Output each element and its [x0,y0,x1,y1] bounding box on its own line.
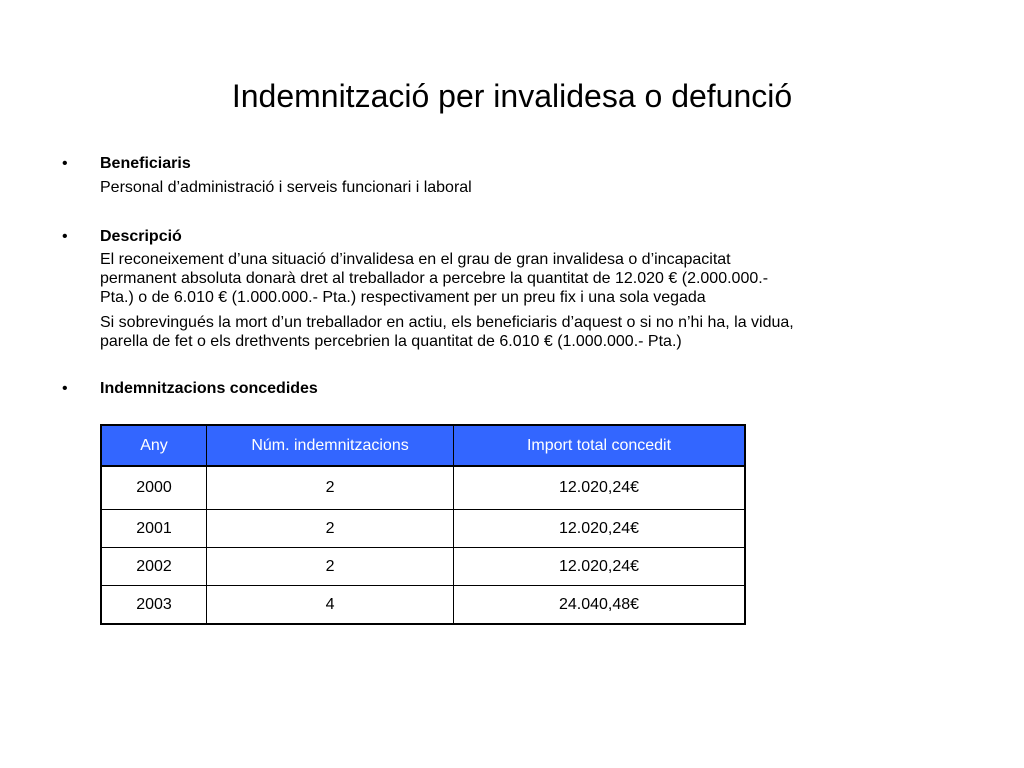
table-header-row [101,425,745,466]
cell-any: 2003 [101,586,206,625]
heading-descripcio: Descripció [100,228,182,245]
header-import-total: Import total concedit [454,425,745,466]
cell-import: 24.040,48€ [454,586,745,625]
text-beneficiaris: Personal d’administració i serveis funcionari i laboral [100,179,472,196]
page-title: Indemnització per invalidesa o defunció [231,78,793,114]
cell-any: 2001 [101,510,206,548]
table-row [101,586,745,625]
cell-num: 2 [206,466,453,510]
cell-import: 12.020,24€ [454,466,745,510]
cell-num: 2 [206,548,453,586]
cell-num: 2 [206,510,453,548]
header-num-indemnitzacions: Núm. indemnitzacions [206,425,453,466]
cell-any: 2002 [101,548,206,586]
cell-any: 2000 [136,479,172,496]
bullet-descripcio: • [62,228,68,245]
text-descripcio-2: Si sobrevingués la mort d’un treballador en actiu, els beneficiaris d’aquest o si no n’hi ha, la vidua, parella de fet o els drethvents percebrien la quantitat de 6.010 € (1.000.000.- Pta.) [100,314,794,350]
table-row [101,510,745,548]
heading-beneficiaris: Beneficiaris [100,155,191,172]
cell-import: 12.020,24€ [454,548,745,586]
cell-import: 12.020,24€ [454,510,745,548]
heading-indemnitzacions: Indemnitzacions concedides [100,380,318,397]
indemnitzacions-table [100,424,746,625]
bullet-indemnitzacions: • [62,380,68,397]
text-descripcio-1: El reconeixement d’una situació d’invalidesa en el grau de gran invalidesa o d’incapacitat permanent absoluta donarà dret al treballador a percebre la quantitat de 12.020 € (2.000.000.- Pta.) o de 6.010 € (1.000.000.- Pta.) respectivament per un preu fix i una sola vegada [100,251,769,306]
table-row [101,466,745,510]
cell-num: 4 [206,586,453,625]
bullet-beneficiaris: • [62,155,68,172]
header-any: Any [101,425,206,466]
table-row [101,548,745,586]
